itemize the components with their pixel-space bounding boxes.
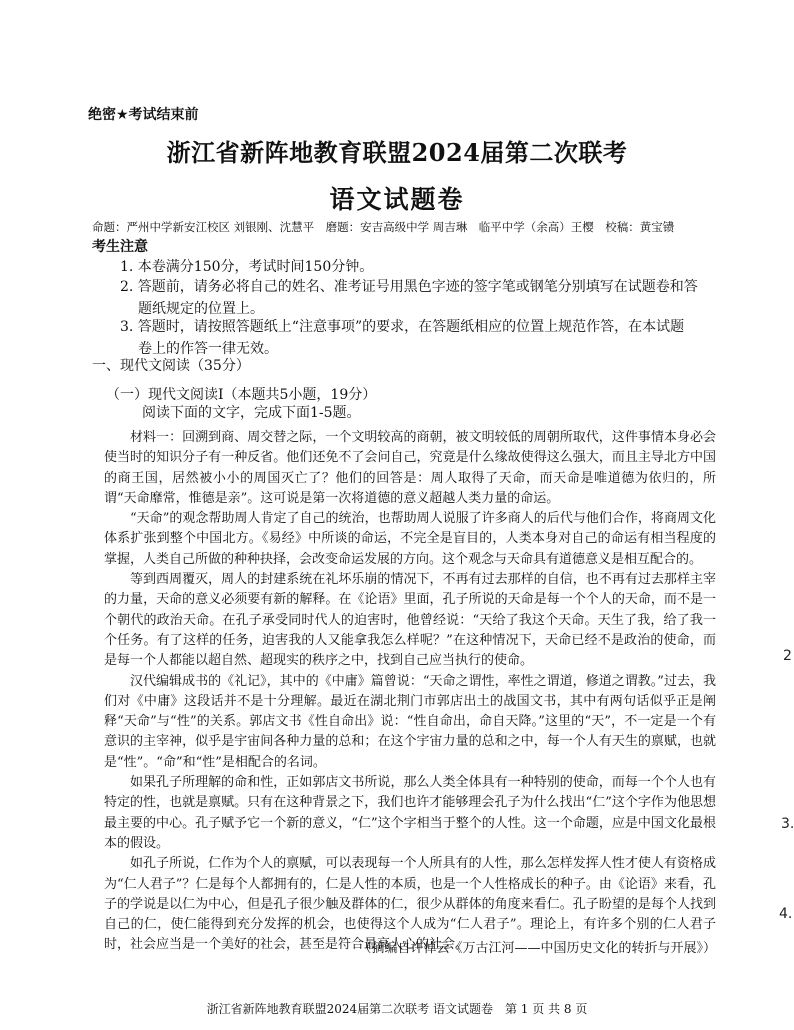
notice-item-1: 1. 本卷满分150分，考试时间150分钟。 (120, 259, 374, 275)
notice-item-2-line-2: 题纸规定的位置上。 (138, 301, 264, 317)
passage-citation: （摘编自许倬云《万古江河——中国历史文化的转折与开展》） (358, 941, 716, 956)
passage-paragraph-4: 汉代编辑成书的《礼记》，其中的《中庸》篇曾说：“天命之谓性，率性之谓道，修道之谓教。”过去，我们对《中庸》这段话并不是十分理解。最近在湖北荆门市郭店出土的战国文书，其中有两句话似乎正是阐释“天命”与“性”的关系。郭店文书《性自命出》说：“性自命出，命自天降。”这里的“天”，不一定是一个有意识的主宰神，似乎是宇宙间各种力量的总和；在这个宇宙力量的总和之中，每一个人有天生的禀赋，也就是“性”。“命”和“性”是相配合的名词。 (104, 673, 716, 770)
confidential-label: 绝密★考试结束前 (88, 107, 199, 123)
notice-item-2-line-1: 2. 答题前，请务必将自己的姓名、准考证号用黑色字迹的签字笔或钢笔分别填写在试题卷和答 (120, 279, 698, 295)
edge-mark-1: 2 (783, 648, 792, 664)
notice-item-3-line-2: 卷上的作答一律无效。 (138, 341, 278, 357)
authors-line: 命题：严州中学新安江校区 刘银刚、沈慧平 磨题：安吉高级中学 周吉琳 临平中学（余高）王樱 校稿：黄宝镄 (92, 220, 675, 234)
passage-paragraph-5: 如果孔子所理解的命和性，正如郭店文书所说，那么人类全体具有一种特别的使命，而每一个个人也有特定的性，也就是禀赋。只有在这种背景之下，我们也许才能够理会孔子为什么找出“仁”这个字作为他思想最主要的中心。孔子赋予它一个新的意义，“仁”这个字相当于整个的人性。这一个命题，应是中国文化最根本的假设。 (104, 775, 716, 851)
passage-paragraph-6: 如孔子所说，仁作为个人的禀赋，可以表现每一个人所具有的人性，那么怎样发挥人性才使人有资格成为“仁人君子”？仁是每个人都拥有的，仁是人性的本质，也是一个人性格成长的种子。由《论语》来看，孔子的学说是以仁为中心，但是孔子很少触及群体的仁，很少从群体的角度来看仁。孔子盼望的是每个人找到自己的仁，使仁能得到充分发挥的机会，也使得这个人成为“仁人君子”。理论上，有许多个别的仁人君子时，社会应当是一个美好的社会，甚至是符合最高人心的社会。 (104, 856, 716, 953)
notice-item-2 (120, 276, 730, 320)
reading-instruction: 阅读下面的文字，完成下面1-5题。 (142, 405, 361, 421)
notice-item-3-line-1: 3. 答题时，请按照答题纸上“注意事项”的要求，在答题纸相应的位置上规范作答，在本试题 (120, 319, 685, 335)
passage-paragraph-3: 等到西周覆灭，周人的封建系统在礼坏乐崩的情况下，不再有过去那样的自信，也不再有过去那样主宰的力量，天命的意义必须要有新的解释。在《论语》里面，孔子所说的天命是每一个个人的天命，而不是一个朝代的政治天命。在孔子承受同时代人的迫害时，他曾经说：“天给了我这个天命。天生了我，给了我一个任务。有了这样的任务，迫害我的人又能拿我怎么样呢？”在这种情况下，天命已经不是政治的使命，而是每一个人都能以超自然、超现实的秩序之中，找到自己应当执行的使命。 (104, 572, 716, 669)
exam-title: 浙江省新阵地教育联盟2024届第二次联考 (166, 138, 628, 167)
exam-subtitle: 语文试题卷 (329, 185, 465, 214)
notice-heading: 考生注意 (92, 239, 148, 255)
section-title: 一、现代文阅读（35分） (92, 358, 250, 374)
page-footer: 浙江省新阵地教育联盟2024届第二次联考 语文试题卷 第 1 页 共 8 页 (206, 1002, 588, 1016)
edge-mark-2: 3. (781, 816, 794, 832)
passage-paragraph-2: “天命”的观念帮助周人肯定了自己的统治，也帮助周人说服了许多商人的后代与他们合作，将商周文化体系扩张到整个中国北方。《易经》中所谈的命运，不完全是盲目的，人类本身对自己的命运有相当程度的掌握，人类自己所做的种种抉择，会改变命运发展的方向。这个观念与天命具有道德意义是相互配合的。 (104, 511, 716, 567)
subsection-title: （一）现代文阅读Ⅰ（本题共5小题，19分） (106, 387, 377, 403)
reading-passage (104, 428, 716, 956)
passage-paragraph-1: 材料一：回溯到商、周交替之际，一个文明较高的商朝，被文明较低的周朝所取代，这件事情本身必会使当时的知识分子有一种反省。他们还免不了会问自己，究竟是什么缘故使得这么强大，而且主导北方中国的商王国，居然被小小的周国灭亡了？他们的回答是：周人取得了天命，而天命是唯道德为依归的，所谓“天命靡常，惟德是亲”。这可说是第一次将道德的意义超越人类力量的命运。 (104, 430, 716, 506)
edge-mark-3: 4. (779, 906, 793, 922)
notice-item-3 (120, 316, 730, 360)
